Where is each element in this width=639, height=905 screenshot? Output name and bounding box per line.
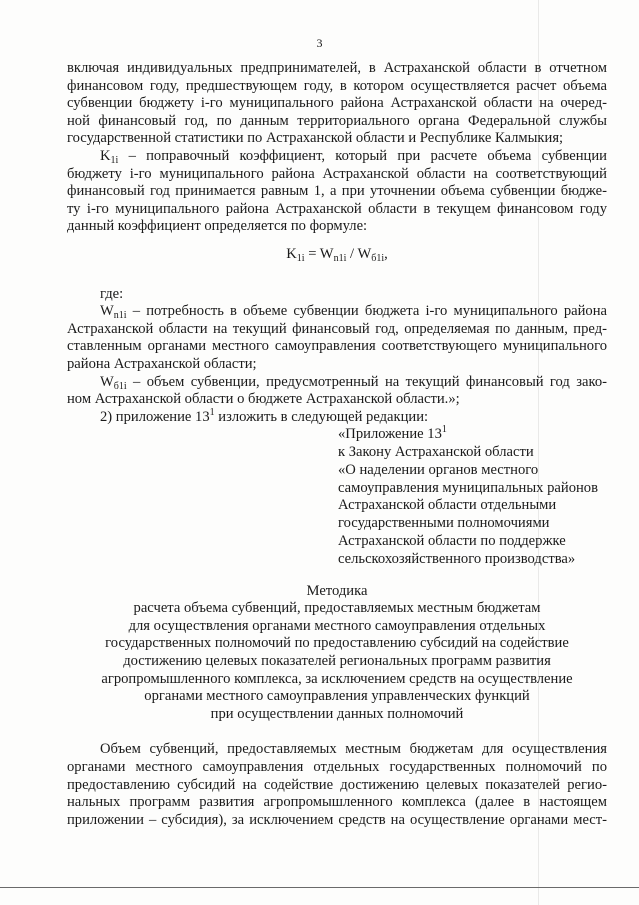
text-line: государственной статистики по Астраханской области и Республике Калмыкия; [67, 130, 564, 147]
methodology-subtitle-line: агропромышленного комплекса, за исключением средств на осуществление [101, 670, 573, 687]
item-2: 2) приложение $13^1$ изложить в следующей редакции: [100, 406, 429, 425]
annex-line: Астраханской области по поддержке [338, 533, 566, 550]
text-line: Астраханской области на текущий финансовый год, определяемая по данным, пред- [67, 320, 607, 337]
text-line: ном Астраханской области о бюджете Астраханской области.»; [67, 391, 460, 408]
symbol-k: K [100, 147, 111, 164]
annex-line: к Закону Астраханской области [338, 444, 534, 461]
definition-text: – поправочный коэффициент, который при расчете объема субвенции [118, 147, 607, 164]
page-bottom-rule [0, 887, 639, 888]
where-label: где: [100, 285, 124, 302]
methodology-subtitle-line: органами местного самоуправления управленческих функций [144, 688, 530, 705]
text-line: ставленным органами местного самоуправления соответствующего муниципального [67, 338, 607, 355]
text-line [67, 148, 607, 166]
annex-line: Астраханской области отдельными [338, 497, 557, 514]
text-line: финансовом году, предшествующем году, в котором осуществляется расчет объема [67, 77, 607, 94]
text-line: ту i-го муниципального района Астраханской области в текущем финансовом году [67, 200, 607, 217]
page-number: 3 [316, 36, 323, 50]
text-line: включая индивидуальных предпринимателей, в Астраханской области в отчетном [67, 60, 607, 76]
text-line: Объем субвенций, предоставляемых местным бюджетам для осуществления [100, 741, 607, 758]
text-line: района Астраханской области; [67, 355, 257, 372]
text-line: $W_{б1i}$ – объем субвенции, предусмотренный на текущий финансовый год зако- [100, 373, 607, 392]
annex-line: государственными полномочиями [338, 515, 550, 532]
methodology-heading [67, 583, 607, 724]
methodology-subtitle-line: достижению целевых показателей региональных программ развития [123, 653, 551, 670]
methodology-subtitle-line: для осуществления органами местного самоуправления отдельных [128, 617, 546, 634]
methodology-subtitle-line: государственных полномочий по предоставлению субсидий на содействие [105, 635, 569, 652]
definition-k1i [67, 148, 607, 236]
text-line: данный коэффициент определяется по формуле: [67, 218, 368, 235]
annex-line: самоуправления муниципальных районов [338, 479, 598, 496]
page-content [67, 60, 607, 829]
text-line: приложении – субсидия), за исключением средств на осуществление органами мест- [67, 811, 607, 828]
methodology-subtitle-line: при осуществлении данных полномочий [210, 705, 464, 722]
methodology-title: Методика [306, 582, 368, 599]
text-line: финансовый год принимается равным 1, а при уточнении объема субвенции бюдже- [67, 183, 607, 200]
methodology-subtitle-line: расчета объема субвенций, предоставляемых местным бюджетам [133, 600, 541, 617]
annex-line: «О наделении органов местного [338, 461, 539, 478]
formula: $K_{1i} = W_{n1i} / W_{б1i}$, [286, 245, 388, 264]
annex-line: «Приложение $13^1$ [338, 424, 447, 443]
definition-wb1i [67, 374, 607, 409]
text-line: органами местного самоуправления отдельных государственных полномочий по [67, 759, 607, 775]
text-line: ной финансовый год, по данным территориального органа Федеральной службы [67, 112, 607, 129]
symbol-subscript: 1i [110, 154, 119, 166]
text-line: предоставлению субсидий на содействие достижению целевых показателей регио- [67, 776, 607, 793]
text-line: субвенции бюджету i-го муниципального района Астраханской области на очеред- [67, 95, 607, 112]
annex-header [338, 426, 607, 568]
text-line: $W_{n1i}$ – потребность в объеме субвенции бюджета i-го муниципального района [100, 303, 607, 322]
paragraph-employment [67, 60, 607, 148]
annex-line: сельскохозяйственного производства» [338, 550, 576, 567]
text-line: нальных программ развития агропромышленного комплекса (далее в настоящем [67, 794, 607, 811]
paragraph-subvention-volume [67, 741, 607, 829]
text-line: бюджету i-го муниципального района Астраханской области на соответствующий [67, 165, 607, 182]
definition-wn1i [67, 303, 607, 373]
